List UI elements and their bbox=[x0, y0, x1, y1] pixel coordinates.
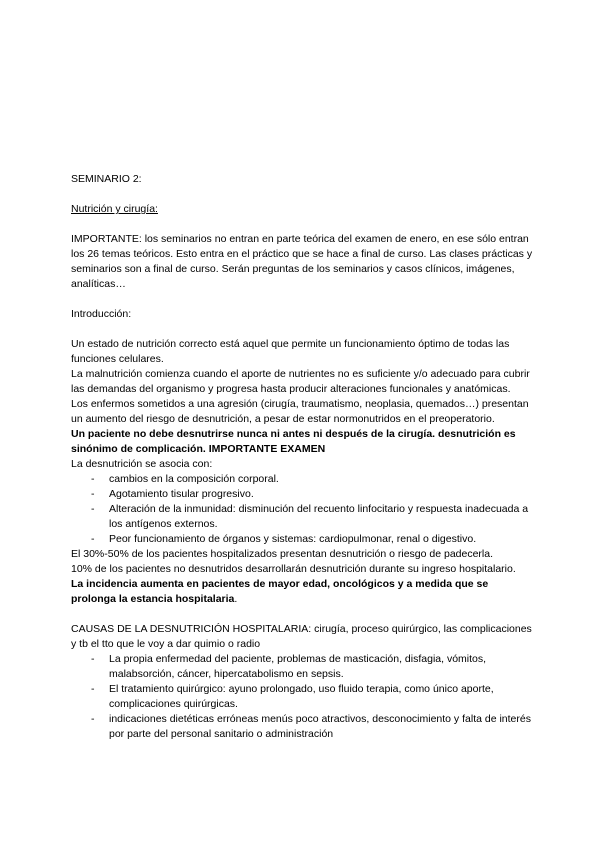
bold-incidence bbox=[71, 577, 536, 607]
causes-list bbox=[71, 652, 536, 742]
paragraph-malnutrition: La malnutrición comienza cuando el aporte de nutrientes no es suficiente y/o adecuado para cubrir las demandas del organismo y progresa hasta producir alteraciones funcionales y anatómicas. bbox=[71, 368, 530, 395]
list-item: - cambios en la composición corporal. bbox=[91, 472, 536, 487]
document-body bbox=[71, 172, 536, 742]
intro-title: Introducción: bbox=[71, 308, 132, 320]
paragraph-nutrition-state: Un estado de nutrición correcto está aquel que permite un funcionamiento óptimo de todas las funciones celulares. bbox=[71, 338, 510, 365]
subtitle: Nutrición y cirugía: bbox=[71, 203, 158, 215]
list-item: - Peor funcionamiento de órganos y sistemas: cardiopulmonar, renal o digestivo. bbox=[91, 532, 536, 547]
bold-important-exam: Un paciente no debe desnutrirse nunca ni antes ni después de la cirugía. desnutrición es sinónimo de complicación. IMPORTANTE EXAMEN bbox=[71, 428, 516, 455]
seminar-heading: SEMINARIO 2: bbox=[71, 173, 142, 185]
list-item: - El tratamiento quirúrgico: ayuno prolongado, uso fluido terapia, como único aporte, complicaciones quirúrgicas. bbox=[91, 682, 536, 712]
list-item: - Alteración de la inmunidad: disminución del recuento linfocitario y respuesta inadecuada a los antígenos externos. bbox=[91, 502, 536, 532]
causes-intro: CAUSAS DE LA DESNUTRICIÓN HOSPITALARIA: cirugía, proceso quirúrgico, las complicaciones y tb el tto que le voy a dar quimio o radio bbox=[71, 623, 532, 650]
association-intro: La desnutrición se asocia con: bbox=[71, 458, 213, 470]
list-item: - Agotamiento tisular progresivo. bbox=[91, 487, 536, 502]
association-list bbox=[71, 472, 536, 547]
list-item: - La propia enfermedad del paciente, problemas de masticación, disfagia, vómitos, malabsorción, cáncer, hipercatabolismo en sepsis. bbox=[91, 652, 536, 682]
list-item: - indicaciones dietéticas erróneas menús poco atractivos, desconocimiento y falta de interés por parte del personal sanitario o administración bbox=[91, 712, 536, 742]
stat-hospitalized: El 30%-50% de los pacientes hospitalizados presentan desnutrición o riesgo de padecerla. bbox=[71, 548, 494, 560]
paragraph-aggression: Los enfermos sometidos a una agresión (cirugía, traumatismo, neoplasia, quemados…) presentan un aumento del riesgo de desnutrición, a pesar de estar normonutridos en el preoperatorio. bbox=[71, 398, 529, 425]
bold-incidence-text: La incidencia aumenta en pacientes de mayor edad, oncológicos y a medida que se prolonga la estancia hospitalaria bbox=[71, 578, 489, 605]
bold-incidence-period: . bbox=[234, 593, 238, 605]
stat-non-malnourished: 10% de los pacientes no desnutridos desarrollarán desnutrición durante su ingreso hospitalario. bbox=[71, 563, 516, 575]
important-note: IMPORTANTE: los seminarios no entran en parte teórica del examen de enero, en ese sólo entran los 26 temas teóricos. Esto entra en el práctico que se hace a final de curso. Las clases prácticas y seminarios son a final de curso. Serán preguntas de los seminarios y casos clínicos, imágenes, analíticas… bbox=[71, 233, 533, 290]
